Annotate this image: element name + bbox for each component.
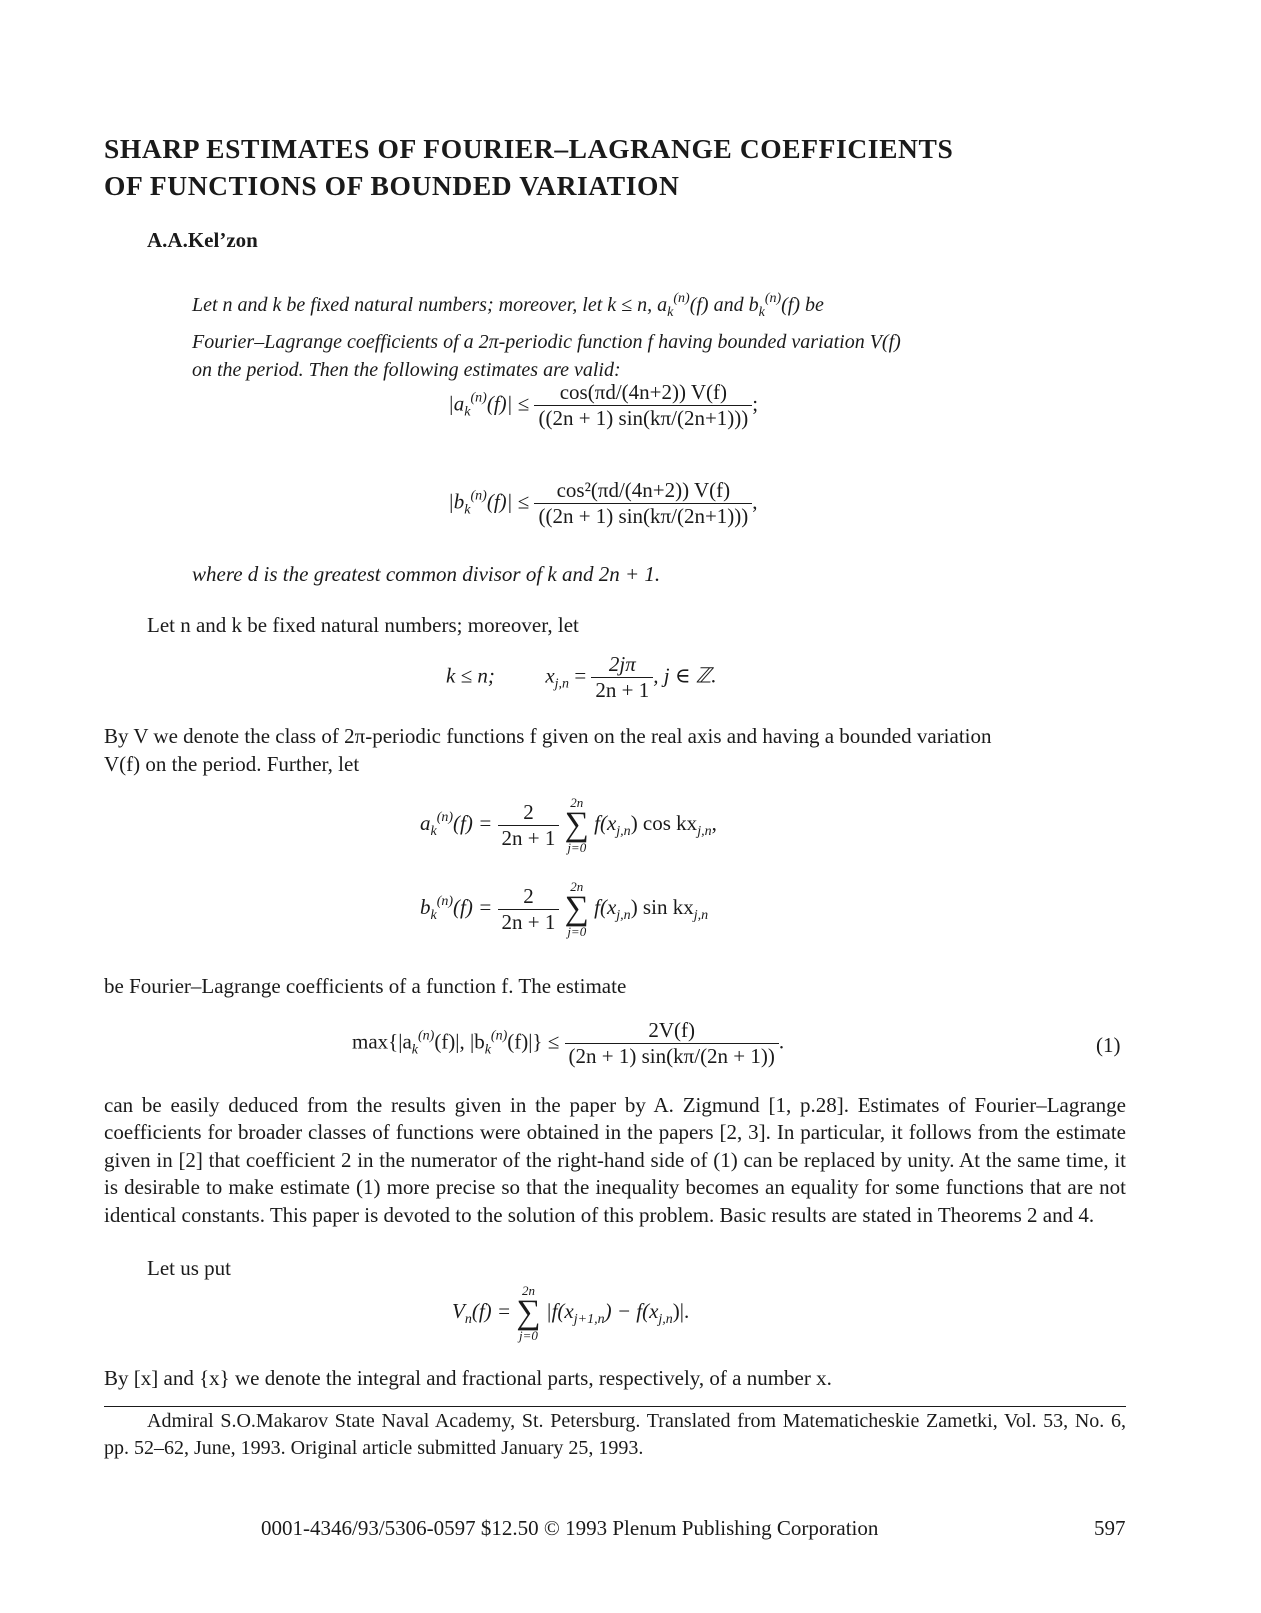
estimate-a: $|a_k^{(n)}(f)|$ ≤ $\frac{\cos(\pi d/(4n+2)) V(f)}{((2n + 1) \sin(k\pi/(2n+1)))}$ ; bbox=[448, 380, 759, 430]
page-number: 597 bbox=[1094, 1516, 1126, 1540]
equation-1-tag: (1) bbox=[1096, 1033, 1121, 1057]
paragraph-2: By V we denote the class of 2π-periodic functions f given on the real axis and having a bounded variation V(f) on the period. Further, let bbox=[104, 724, 992, 776]
paragraph-1: Let n and k be fixed natural numbers; moreover, let bbox=[147, 613, 579, 637]
paragraph-6: By [x] and {x} we denote the integral and fractional parts, respectively, of a number x. bbox=[104, 1366, 832, 1390]
abstract-line-2: Fourier–Lagrange coefficients of a 2π-periodic function f having bounded variation V(f) bbox=[192, 330, 901, 353]
abstract-where: where d is the greatest common divisor of k and 2n + 1. bbox=[192, 562, 661, 586]
sum-operator: 2n ∑ j=0 bbox=[564, 879, 589, 939]
abstract-line-1: Let n and k be fixed natural numbers; moreover, let k ≤ n, $a_k^{(n)}(f)$ and $b_k^{(n)}(f)$ be bbox=[192, 291, 824, 320]
estimate-a-fraction: $\frac{\cos(\pi d/(4n+2)) V(f)}{((2n + 1) \sin(k\pi/(2n+1)))}$ bbox=[534, 380, 752, 431]
equation-b-coefficient: $b_k^{(n)}(f)$ = $\frac{2}{2n + 1}$ 2n ∑ j=0 $f(x_{j,n})$ $\sin kx_{j,n}$ bbox=[420, 879, 709, 939]
paragraph-4: can be easily deduced from the results given in the paper by A. Zigmund [1, p.28]. Estimates of Fourier–Lagrange coefficients for broader classes of functions were obtained in the papers [2, 3]. In particular, it follows from the estimate given in [2] that coefficient 2 in the numerator of the right-hand side of (1) can be replaced by unity. At the same time, it is desirable to make estimate (1) more precise so that the inequality becomes an equality for some functions that are not identical constants. This paper is devoted to the solution of this problem. Basic results are stated in Theorems 2 and 4. bbox=[104, 1093, 1126, 1227]
estimate-b-fraction: $\frac{\text{cos²(πd/(4n+2)) V(f)}}{((2n + 1) \sin(k\pi/(2n+1)))}$ bbox=[534, 478, 752, 529]
author-name: A.A.Kel’zon bbox=[147, 228, 258, 252]
subscript: k bbox=[667, 305, 674, 320]
equation-a-coefficient: $a_k^{(n)}(f)$ = $\frac{2}{2n + 1}$ 2n ∑ j=0 $f(x_{j,n})$ $\cos kx_{j,n}$, bbox=[420, 795, 717, 855]
title-line-2: OF FUNCTIONS OF BOUNDED VARIATION bbox=[104, 170, 680, 201]
estimate-b: $|b_k^{(n)}(f)|$ ≤ $\frac{\text{cos²(πd/(4n+2)) V(f)}}{((2n + 1) \sin(k\pi/(2n+1)))}$ , bbox=[448, 478, 758, 528]
footnote: Admiral S.O.Makarov State Naval Academy, St. Petersburg. Translated from Matematicheskie Zametki, Vol. 53, No. 6, pp. 52–62, June, 1993. Original article submitted January 25, 1993. bbox=[104, 1410, 1126, 1459]
superscript: (n) bbox=[673, 291, 690, 306]
paragraph-5: Let us put bbox=[147, 1256, 231, 1280]
equation-1: $\max\{|a_k^{(n)}(f)|$, $|b_k^{(n)}(f)|$} ≤ $\frac{2V(f)}{(2n + 1) \sin(k\pi/(2n + 1))}$ . bbox=[352, 1018, 785, 1068]
equation-nodes: k ≤ n; $x_{j,n}$ = $\frac{2j\pi}{2n + 1}$ , j ∈ ℤ. bbox=[446, 652, 717, 702]
abstract bbox=[192, 285, 1040, 385]
title-line-1: SHARP ESTIMATES OF FOURIER–LAGRANGE COEFFICIENTS bbox=[104, 133, 954, 164]
paper-title bbox=[104, 130, 1164, 204]
sum-operator: 2n ∑ j=0 bbox=[516, 1283, 541, 1343]
paragraph-3: be Fourier–Lagrange coefficients of a function f. The estimate bbox=[104, 974, 627, 998]
sum-operator: 2n ∑ j=0 bbox=[564, 795, 589, 855]
equation-vn: $V_n(f)$ = 2n ∑ j=0 $|f(x_{j+1,n}) - f(x_{j,n})|$. bbox=[452, 1283, 690, 1343]
abstract-line-3: on the period. Then the following estimates are valid: bbox=[192, 359, 621, 381]
footnote-divider bbox=[104, 1406, 1126, 1407]
footer-publication-code: 0001-4346/93/5306-0597 $12.50 © 1993 Plenum Publishing Corporation bbox=[261, 1516, 879, 1540]
